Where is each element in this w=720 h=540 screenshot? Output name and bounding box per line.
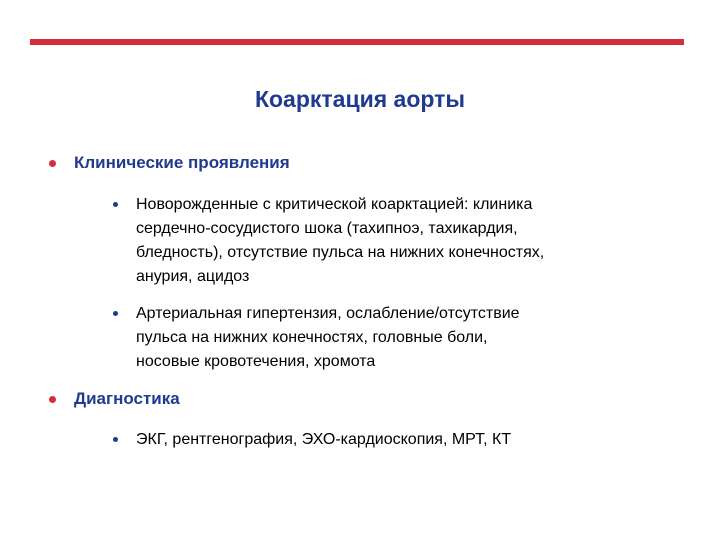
bullet-dot-icon bbox=[113, 202, 118, 207]
text-line: носовые кровотечения, хромота bbox=[136, 353, 376, 370]
text-line: сердечно-сосудистого шока (тахипноэ, тахикардия, bbox=[136, 220, 518, 237]
bullet-dot-icon bbox=[49, 160, 56, 167]
list-item-text bbox=[136, 193, 676, 289]
bullet-dot-icon bbox=[49, 396, 56, 403]
slide-title: Коарктация аорты bbox=[254, 86, 466, 112]
text-line: пульса на нижних конечностях, головные боли, bbox=[136, 329, 488, 346]
section-heading: Клинические проявления bbox=[74, 153, 290, 172]
text-line: Новорожденные с критической коарктацией: клиника bbox=[136, 196, 533, 213]
text-line: ЭКГ, рентгенография, ЭХО-кардиоскопия, МРТ, КТ bbox=[136, 431, 512, 448]
text-line: анурия, ацидоз bbox=[136, 268, 250, 285]
text-line: Артериальная гипертензия, ослабление/отсутствие bbox=[136, 305, 520, 322]
bullet-dot-icon bbox=[113, 311, 118, 316]
list-item-text bbox=[136, 428, 676, 452]
bullet-dot-icon bbox=[113, 437, 118, 442]
list-item-text bbox=[136, 302, 676, 374]
section-heading: Диагностика bbox=[74, 389, 180, 408]
text-line: бледность), отсутствие пульса на нижних конечностях, bbox=[136, 244, 545, 261]
